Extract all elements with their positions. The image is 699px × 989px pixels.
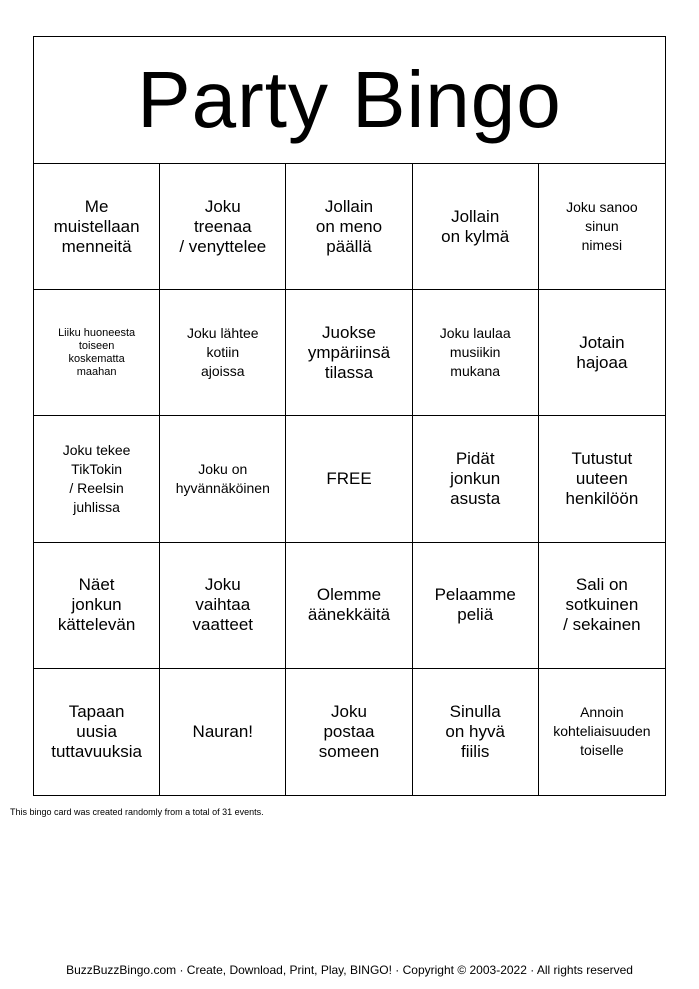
bingo-cell: Tapaan uusia tuttavuuksia	[34, 669, 160, 795]
bingo-cell: Olemme äänekkäitä	[286, 543, 412, 669]
footer-copyright: BuzzBuzzBingo.com · Create, Download, Print, Play, BINGO! · Copyright © 2003-2022 · All rights reserved	[66, 963, 633, 977]
bingo-cell: Annoin kohteliaisuuden toiselle	[553, 704, 651, 759]
bingo-cell: Juokse ympäriinsä tilassa	[286, 290, 412, 416]
bingo-cell: Sinulla on hyvä fiilis	[413, 669, 539, 795]
card-title: Party Bingo	[34, 37, 665, 164]
bingo-cell: Joku laulaa musiikin mukana	[413, 290, 539, 416]
bingo-cell: Liiku huoneesta toiseen koskematta maahan	[34, 290, 160, 416]
bingo-cell: Sali on sotkuinen / sekainen	[539, 543, 665, 669]
bingo-cell: Pelaamme peliä	[413, 543, 539, 669]
bingo-grid	[34, 164, 665, 795]
bingo-cell: Joku on hyvännäköinen	[160, 416, 286, 542]
bingo-cell-free: FREE	[286, 416, 412, 542]
bingo-cell: Jollain on meno päällä	[286, 164, 412, 290]
bingo-cell: Pidät jonkun asusta	[413, 416, 539, 542]
bingo-cell: Jotain hajoaa	[539, 290, 665, 416]
bingo-cell: Joku lähtee kotiin ajoissa	[160, 290, 286, 416]
generation-note: This bingo card was created randomly from a total of 31 events.	[10, 807, 264, 817]
bingo-card	[33, 36, 666, 796]
bingo-cell: Joku tekee TikTokin / Reelsin juhlissa	[34, 416, 160, 542]
bingo-cell: Me muistellaan menneitä	[34, 164, 160, 290]
bingo-cell: Joku vaihtaa vaatteet	[160, 543, 286, 669]
bingo-cell: Tutustut uuteen henkilöön	[539, 416, 665, 542]
bingo-cell: Nauran!	[160, 669, 286, 795]
bingo-cell: Joku treenaa / venyttelee	[160, 164, 286, 290]
bingo-cell: Näet jonkun kättelevän	[34, 543, 160, 669]
bingo-cell: Joku sanoo sinun nimesi	[539, 164, 665, 290]
bingo-cell: Joku postaa someen	[286, 669, 412, 795]
bingo-cell: Jollain on kylmä	[413, 164, 539, 290]
